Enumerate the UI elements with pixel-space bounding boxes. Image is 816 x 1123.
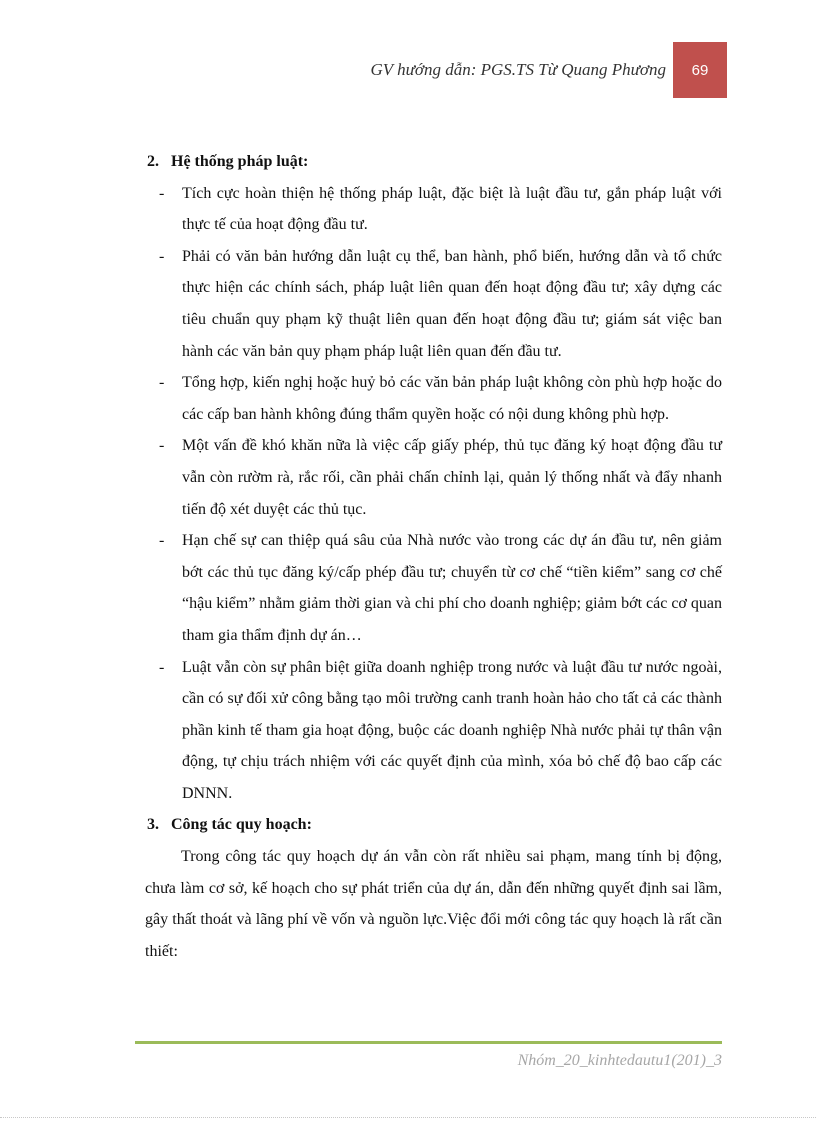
document-body: [145, 146, 722, 967]
list-item: - Một vấn đề khó khăn nữa là việc cấp giấy phép, thủ tục đăng ký hoạt động đầu tư vẫn còn rườm rà, rắc rối, cần phải chấn chỉnh lại, quản lý thống nhất và đẩy nhanh tiến độ xét duyệt các thủ tục.: [145, 430, 722, 525]
section-3-title: Công tác quy hoạch:: [171, 816, 312, 834]
list-item: - Phải có văn bản hướng dẫn luật cụ thể, ban hành, phổ biến, hướng dẫn và tổ chức thực hiện các chính sách, pháp luật liên quan đến hoạt động đầu tư; xây dựng các tiêu chuẩn quy phạm kỹ thuật liên quan đến hoạt động đầu tư; giám sát việc ban hành các văn bản quy phạm pháp luật liên quan đến đầu tư.: [145, 241, 722, 367]
section-3-number: 3.: [147, 816, 159, 834]
header-title: GV hướng dẫn: PGS.TS Từ Quang Phương: [370, 60, 666, 79]
list-item: - Luật vẫn còn sự phân biệt giữa doanh nghiệp trong nước và luật đầu tư nước ngoài, cần có sự đối xử công bằng tạo môi trường canh tranh hoàn hảo cho tất cả các thành phần kinh tế tham gia hoạt động, buộc các doanh nghiệp Nhà nước phải tự thân vận động, tự chịu trách nhiệm với các quyết định của mình, xóa bỏ chế độ bao cấp các DNNN.: [145, 652, 722, 810]
list-item: - Tích cực hoàn thiện hệ thống pháp luật, đặc biệt là luật đầu tư, gắn pháp luật với thực tế của hoạt động đầu tư.: [145, 178, 722, 241]
section-3-heading: [145, 809, 722, 841]
section-2-number: 2.: [147, 153, 159, 170]
page-bottom-border: [0, 1117, 816, 1118]
section-3-paragraph: Trong công tác quy hoạch dự án vẫn còn rất nhiều sai phạm, mang tính bị động, chưa làm cơ sở, kế hoạch cho sự phát triển của dự án, dẫn đến những quyết định sai lầm, gây thất thoát và lãng phí về vốn và nguồn lực.Việc đổi mới công tác quy hoạch là rất cần thiết:: [145, 848, 722, 960]
page-number-badge: [673, 42, 727, 98]
section-2-heading: [145, 146, 722, 178]
footer-text: Nhóm_20_kinhtedautu1(201)_3: [517, 1052, 722, 1069]
footer-divider: [135, 1041, 722, 1044]
list-item: - Tổng hợp, kiến nghị hoặc huỷ bỏ các văn bản pháp luật không còn phù hợp hoặc do các cấp ban hành không đúng thẩm quyền hoặc có nội dung không phù hợp.: [145, 367, 722, 430]
section-2-list: [145, 178, 722, 810]
page-header: [0, 42, 816, 98]
section-2-title: Hệ thống pháp luật:: [171, 153, 309, 170]
list-item: - Hạn chế sự can thiệp quá sâu của Nhà nước vào trong các dự án đầu tư, nên giảm bớt các thủ tục đăng ký/cấp phép đầu tư; chuyển từ cơ chế “tiền kiểm” sang cơ chế “hậu kiểm” nhằm giảm thời gian và chi phí cho doanh nghiệp; giảm bớt các cơ quan tham gia thẩm định dự án…: [145, 525, 722, 651]
page-number: 69: [691, 61, 709, 79]
